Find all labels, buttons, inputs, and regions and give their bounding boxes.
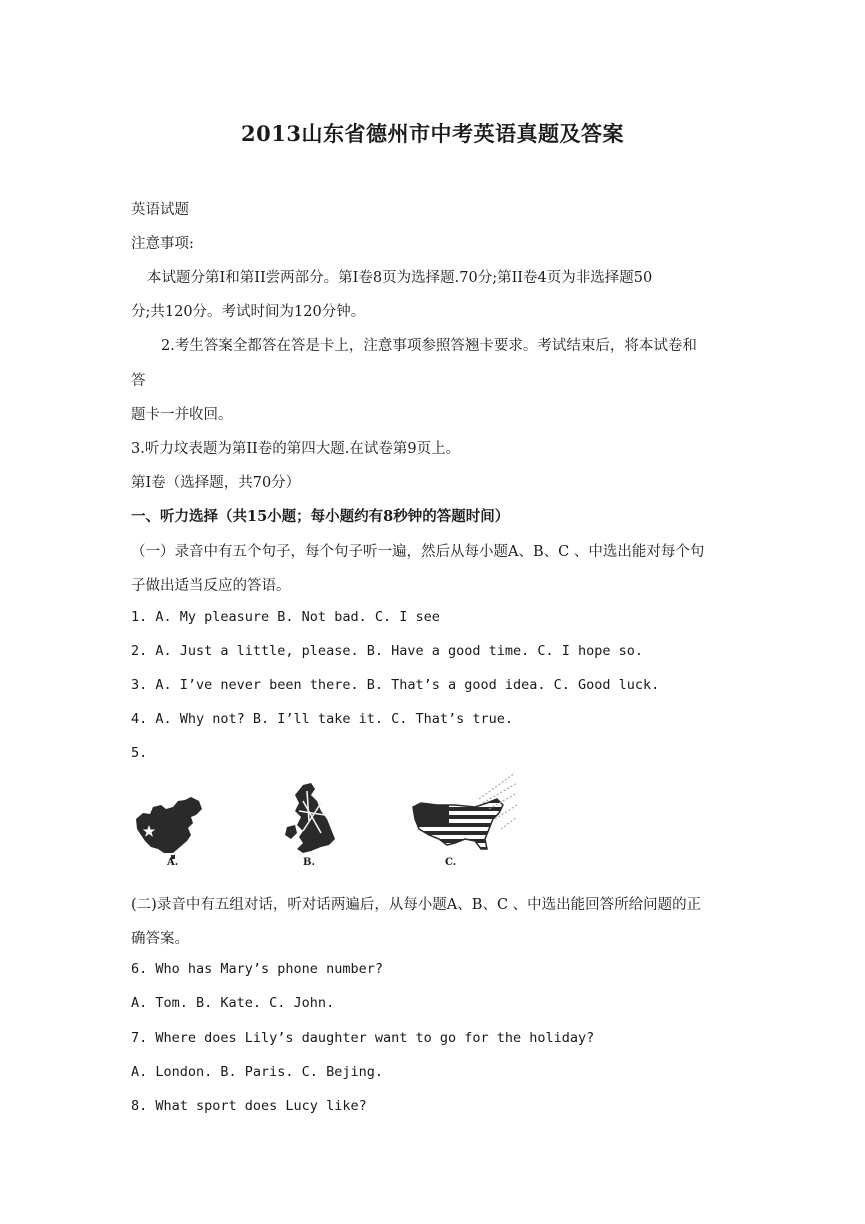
- question-5: 5.: [131, 745, 148, 761]
- notice-item-1-line-2: 分;共120分。考试时间为120分钟。: [131, 304, 366, 320]
- sub-section-1-instruction-line-1: （一）录音中有五个句子，每个句子听一遍，然后从每小题A、B、C 、中选出能对每个句: [131, 544, 705, 560]
- question-3: 3. A. I’ve never been there. B. That’s a good idea. C. Good luck.: [131, 677, 660, 693]
- exam-heading: 英语试题: [131, 202, 189, 218]
- map-label-c: C.: [445, 857, 457, 868]
- question-8: 8. What sport does Lucy like?: [131, 1098, 367, 1114]
- page-title: 2013山东省德州市中考英语真题及答案: [241, 121, 624, 146]
- notice-item-2-line-1: 2.考生答案全都答在答是卡上，注意事项参照答翘卡要求。考试结束后，将本试卷和: [161, 338, 697, 354]
- notice-item-2-line-3: 题卡一并收回。: [131, 407, 233, 423]
- question-5-map-images: [133, 765, 523, 883]
- question-6: 6. Who has Mary’s phone number?: [131, 961, 383, 977]
- section-1-heading: 一、听力选择（共15小题；每小题约有8秒钟的答题时间）: [131, 508, 510, 525]
- sub-section-2-instruction-line-2: 确答案。: [131, 931, 189, 947]
- usa-map-icon: [409, 769, 519, 869]
- question-1: 1. A. My pleasure B. Not bad. C. I see: [131, 609, 440, 625]
- part-1-heading: 第I卷（选择题，共70分）: [131, 475, 301, 491]
- question-2: 2. A. Just a little, please. B. Have a good time. C. I hope so.: [131, 643, 644, 659]
- uk-map-icon: [281, 781, 341, 861]
- sub-section-1-instruction-line-2: 子做出适当反应的答语。: [131, 578, 291, 594]
- question-4: 4. A. Why not? B. I’ll take it. C. That’s true.: [131, 711, 514, 727]
- notice-item-2-line-2: 答: [131, 373, 146, 389]
- notice-heading: 注意事项:: [131, 236, 194, 252]
- sub-section-2-instruction-line-1: (二)录音中有五组对话，听对话两遍后，从每小题A、B、C 、中选出能回答所给问题的正: [131, 897, 702, 913]
- question-7-options: A. London. B. Paris. C. Bejing.: [131, 1064, 383, 1080]
- question-6-options: A. Tom. B. Kate. C. John.: [131, 995, 335, 1011]
- question-7: 7. Where does Lily’s daughter want to go for the holiday?: [131, 1030, 595, 1046]
- notice-item-3: 3.听力坟表题为第II卷的第四大题.在试卷第9页上。: [131, 441, 461, 457]
- map-label-a: A.: [167, 857, 179, 868]
- notice-item-1-line-1: 本试题分第I和第II尝两部分。第I卷8页为选择题.70分;第II卷4页为非选择题50: [147, 270, 653, 286]
- map-label-b: B.: [303, 857, 315, 868]
